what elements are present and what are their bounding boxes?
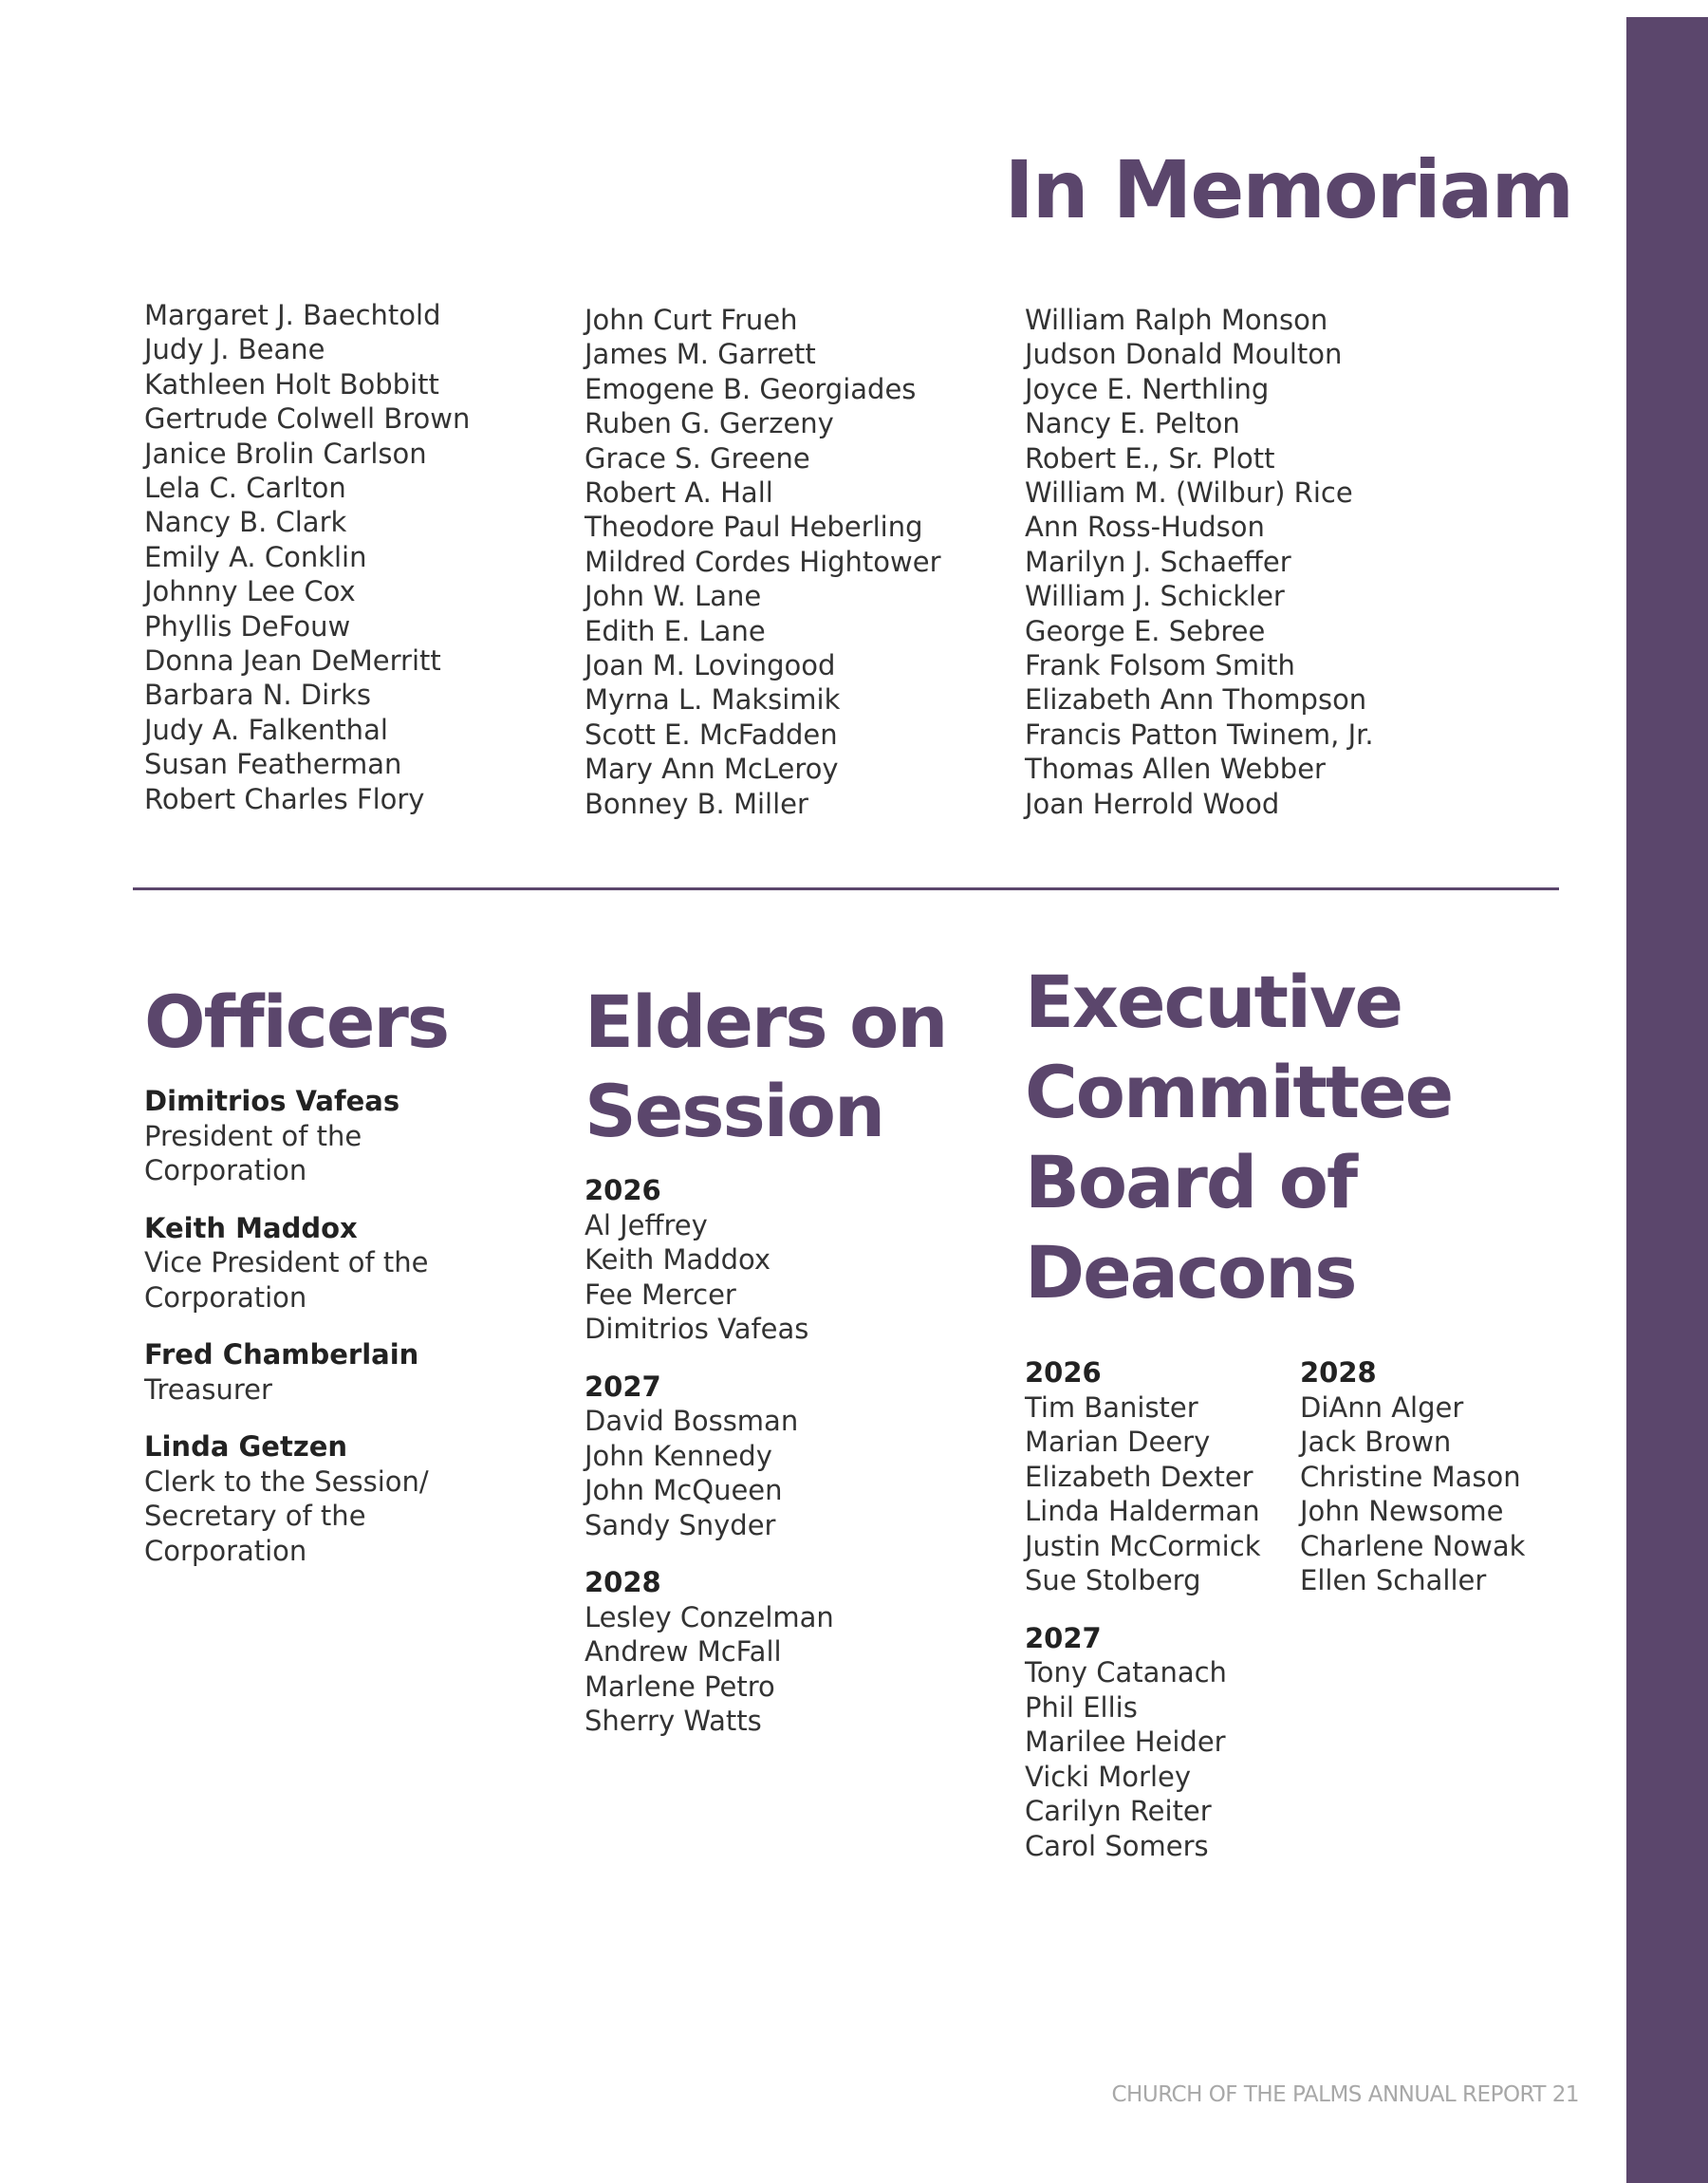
officer-name: Keith Maddox <box>144 1211 358 1244</box>
memoriam-name: George E. Sebree <box>1025 614 1266 647</box>
member-list <box>1300 1390 1525 1598</box>
elders-title <box>585 978 1002 1156</box>
member-list <box>585 1208 1002 1347</box>
memoriam-name: Joan Herrold Wood <box>1025 787 1280 820</box>
memoriam-name: Margaret J. Baechtold <box>144 299 441 331</box>
memoriam-name: Robert A. Hall <box>585 476 773 510</box>
member-name: Dimitrios Vafeas <box>585 1313 809 1345</box>
memoriam-name: Marilyn J. Schaeffer <box>1025 545 1291 578</box>
memoriam-name: Frank Folsom Smith <box>1025 649 1295 682</box>
memoriam-name: Edith E. Lane <box>585 614 766 647</box>
member-name: Vicki Morley <box>1025 1760 1192 1793</box>
memoriam-name: Joan M. Lovingood <box>585 649 836 682</box>
memoriam-name: Francis Patton Twinem, Jr. <box>1025 718 1374 751</box>
memoriam-name: Kathleen Holt Bobbitt <box>144 367 439 401</box>
memoriam-name: William J. Schickler <box>1025 580 1285 613</box>
memoriam-name: Johnny Lee Cox <box>144 575 356 608</box>
officer-entry <box>144 1084 543 1188</box>
elders-year-group <box>585 1370 1002 1543</box>
elders-year-group <box>585 1565 1002 1739</box>
elders-section <box>585 978 1002 1762</box>
memoriam-name: Scott E. McFadden <box>585 718 838 751</box>
member-name: Marilee Heider <box>1025 1726 1226 1758</box>
member-name: Linda Halderman <box>1025 1495 1260 1527</box>
memoriam-column-3 <box>1025 303 1374 821</box>
memoriam-name: Myrna L. Maksimik <box>585 683 841 717</box>
officer-entry <box>144 1337 543 1407</box>
memoriam-name: John Curt Frueh <box>585 304 798 336</box>
executive-title <box>1025 957 1556 1317</box>
elders-year-group <box>585 1173 1002 1347</box>
executive-columns <box>1025 1355 1556 1862</box>
member-name: Justin McCormick <box>1025 1529 1261 1562</box>
memoriam-name: Donna Jean DeMerritt <box>144 644 441 678</box>
officer-entry <box>144 1429 543 1568</box>
member-name: Sherry Watts <box>585 1705 762 1737</box>
section-divider <box>133 887 1559 890</box>
page-number: 21 <box>1551 2082 1579 2107</box>
year-label: 2028 <box>1300 1356 1377 1389</box>
officer-name: Dimitrios Vafeas <box>144 1085 400 1117</box>
memoriam-name: Thomas Allen Webber <box>1025 753 1326 786</box>
deacons-year-group <box>1025 1355 1260 1598</box>
memoriam-name: Judy A. Falkenthal <box>144 713 388 746</box>
member-name: Sue Stolberg <box>1025 1564 1201 1596</box>
member-name: Charlene Nowak <box>1300 1529 1526 1562</box>
memoriam-name: Mildred Cordes Hightower <box>585 545 941 578</box>
member-name: Ellen Schaller <box>1300 1564 1487 1596</box>
executive-title-line: Deacons <box>1025 1230 1356 1315</box>
officer-role: Treasurer <box>144 1372 272 1406</box>
member-name: Tony Catanach <box>1025 1656 1227 1689</box>
member-list <box>1025 1655 1260 1863</box>
officer-name: Linda Getzen <box>144 1430 348 1463</box>
member-name: Al Jeffrey <box>585 1208 708 1241</box>
memoriam-name: Nancy B. Clark <box>144 506 347 539</box>
member-name: Elizabeth Dexter <box>1025 1460 1253 1493</box>
member-name: DiAnn Alger <box>1300 1390 1464 1424</box>
year-label: 2028 <box>585 1566 661 1598</box>
member-name: Lesley Conzelman <box>585 1600 834 1633</box>
elders-title-line: Elders on <box>585 980 947 1064</box>
officer-role: Vice President of the Corporation <box>144 1246 429 1314</box>
member-name: Marian Deery <box>1025 1426 1211 1458</box>
memoriam-name: Gertrude Colwell Brown <box>144 402 471 436</box>
member-name: Carilyn Reiter <box>1025 1795 1212 1827</box>
memoriam-column-1 <box>144 298 470 816</box>
memoriam-name: William M. (Wilbur) Rice <box>1025 476 1353 510</box>
memoriam-name: John W. Lane <box>585 580 762 613</box>
memoriam-name: Robert E., Sr. Plott <box>1025 441 1275 475</box>
memoriam-name: Judson Donald Moulton <box>1025 338 1343 371</box>
member-list <box>585 1404 1002 1542</box>
member-name: Christine Mason <box>1300 1460 1521 1493</box>
member-name: Fee Mercer <box>585 1278 736 1311</box>
officer-entry <box>144 1211 543 1315</box>
memoriam-name: Emily A. Conklin <box>144 540 367 573</box>
memoriam-name: Janice Brolin Carlson <box>144 437 427 470</box>
executive-column-left <box>1025 1355 1260 1886</box>
memoriam-name: Ann Ross-Hudson <box>1025 511 1265 544</box>
officer-name: Fred Chamberlain <box>144 1338 419 1371</box>
memoriam-name: James M. Garrett <box>585 338 816 371</box>
member-name: David Bossman <box>585 1405 799 1437</box>
member-list <box>585 1600 1002 1739</box>
memoriam-name: William Ralph Monson <box>1025 304 1328 336</box>
side-accent-bar <box>1626 17 1708 2183</box>
memoriam-name: Phyllis DeFouw <box>144 609 351 643</box>
member-name: John McQueen <box>585 1474 783 1506</box>
memoriam-name: Lela C. Carlton <box>144 472 346 505</box>
member-name: John Newsome <box>1300 1495 1504 1527</box>
memoriam-title: In Memoriam <box>1004 143 1572 236</box>
officers-section <box>144 978 543 1591</box>
deacons-year-group <box>1300 1355 1525 1598</box>
memoriam-name: Emogene B. Georgiades <box>585 372 917 405</box>
member-name: Marlene Petro <box>585 1670 775 1703</box>
memoriam-name: Grace S. Greene <box>585 441 810 475</box>
member-name: Carol Somers <box>1025 1829 1209 1862</box>
footer-text: CHURCH OF THE PALMS ANNUAL REPORT <box>1111 2082 1546 2107</box>
officer-role: Clerk to the Session/ Secretary of the Corporation <box>144 1465 429 1567</box>
memoriam-name: Nancy E. Pelton <box>1025 407 1240 440</box>
member-name: Phil Ellis <box>1025 1690 1138 1724</box>
executive-title-line: Board of <box>1025 1140 1357 1224</box>
memoriam-name: Theodore Paul Heberling <box>585 511 923 544</box>
memoriam-name: Barbara N. Dirks <box>144 679 372 712</box>
executive-column-right <box>1300 1355 1525 1621</box>
memoriam-name: Elizabeth Ann Thompson <box>1025 683 1367 717</box>
deacons-year-group <box>1025 1621 1260 1864</box>
memoriam-name: Judy J. Beane <box>144 333 325 366</box>
member-name: John Kennedy <box>585 1439 772 1472</box>
member-name: Jack Brown <box>1300 1426 1452 1458</box>
member-name: Tim Banister <box>1025 1390 1198 1424</box>
year-label: 2027 <box>585 1370 661 1403</box>
member-list <box>1025 1390 1260 1598</box>
member-name: Andrew McFall <box>585 1635 782 1668</box>
memoriam-name: Bonney B. Miller <box>585 787 808 820</box>
executive-title-line: Committee <box>1025 1050 1453 1134</box>
year-label: 2027 <box>1025 1621 1102 1654</box>
officers-title: Officers <box>144 980 449 1064</box>
memoriam-name: Mary Ann McLeroy <box>585 753 839 786</box>
executive-section <box>1025 957 1556 1862</box>
memoriam-column-2 <box>585 303 941 821</box>
member-name: Sandy Snyder <box>585 1508 776 1541</box>
memoriam-name: Joyce E. Nerthling <box>1025 372 1270 405</box>
executive-title-line: Executive <box>1025 960 1402 1044</box>
page-footer <box>1112 2082 1580 2107</box>
officer-role: President of the Corporation <box>144 1119 362 1186</box>
year-label: 2026 <box>1025 1356 1102 1389</box>
member-name: Keith Maddox <box>585 1243 771 1276</box>
memoriam-name: Robert Charles Flory <box>144 782 425 815</box>
memoriam-name: Susan Featherman <box>144 748 402 781</box>
memoriam-name: Ruben G. Gerzeny <box>585 407 834 440</box>
elders-title-line: Session <box>585 1069 884 1153</box>
year-label: 2026 <box>585 1174 661 1206</box>
